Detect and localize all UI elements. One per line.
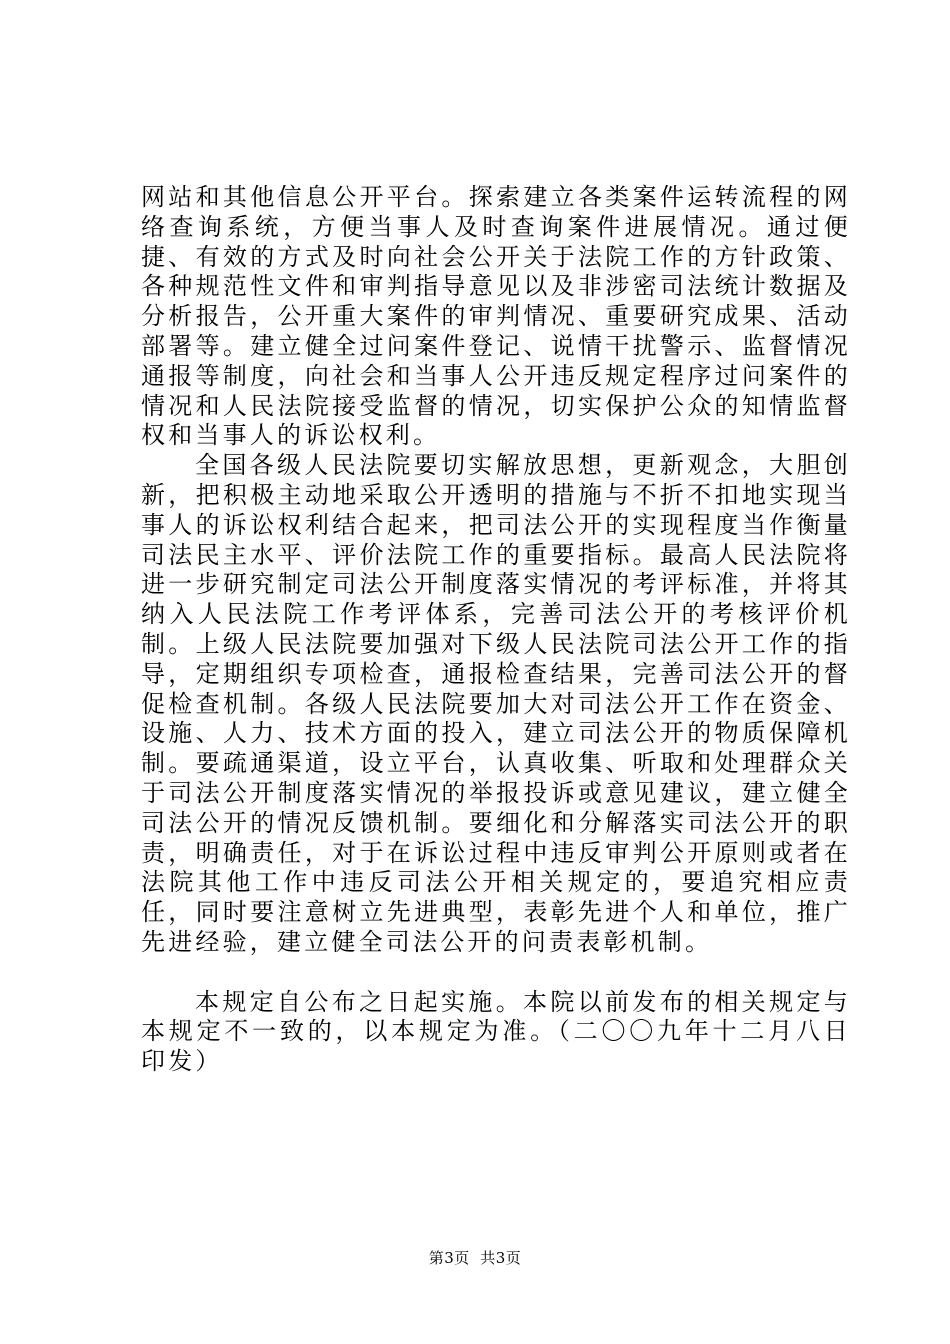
paragraph-2: 全国各级人民法院要切实解放思想，更新观念，大胆创新，把积极主动地采取公开透明的措施与不折不扣地实现当事人的诉讼权利结合起来，把司法公开的实现程度当作衡量司法民主水平、评价法院工作的重要指标。最高人民法院将进一步研究制定司法公开制度落实情况的考评标准，并将其纳入人民法院工作考评体系，完善司法公开的考核评价机制。上级人民法院要加强对下级人民法院司法公开工作的指导，定期组织专项检查，通报检查结果，完善司法公开的督促检查机制。各级人民法院要加大对司法公开工作在资金、设施、人力、技术方面的投入，建立司法公开的物质保障机制。要疏通渠道，设立平台，认真收集、听取和处理群众关于司法公开制度落实情况的举报投诉或意见建议，建立健全司法公开的情况反馈机制。要细化和分解落实司法公开的职责，明确责任，对于在诉讼过程中违反审判公开原则或者在法院其他工作中违反司法公开相关规定的，要追究相应责任，同时要注意树立先进典型，表彰先进个人和单位，推广先进经验，建立健全司法公开的问责表彰机制。 [141, 451, 851, 956]
document-body [141, 183, 851, 1077]
paragraph-3: 本规定自公布之日起实施。本院以前发布的相关规定与本规定不一致的，以本规定为准。（二〇〇九年十二月八日印发） [141, 987, 851, 1076]
page-number-footer: 第3页 共3页 [428, 1249, 522, 1267]
paragraph-1: 网站和其他信息公开平台。探索建立各类案件运转流程的网络查询系统，方便当事人及时查询案件进展情况。通过便捷、有效的方式及时向社会公开关于法院工作的方针政策、各种规范性文件和审判指导意见以及非涉密司法统计数据及分析报告，公开重大案件的审判情况、重要研究成果、活动部署等。建立健全过问案件登记、说情干扰警示、监督情况通报等制度，向社会和当事人公开违反规定程序过问案件的情况和人民法院接受监督的情况，切实保护公众的知情监督权和当事人的诉讼权利。 [141, 183, 851, 450]
